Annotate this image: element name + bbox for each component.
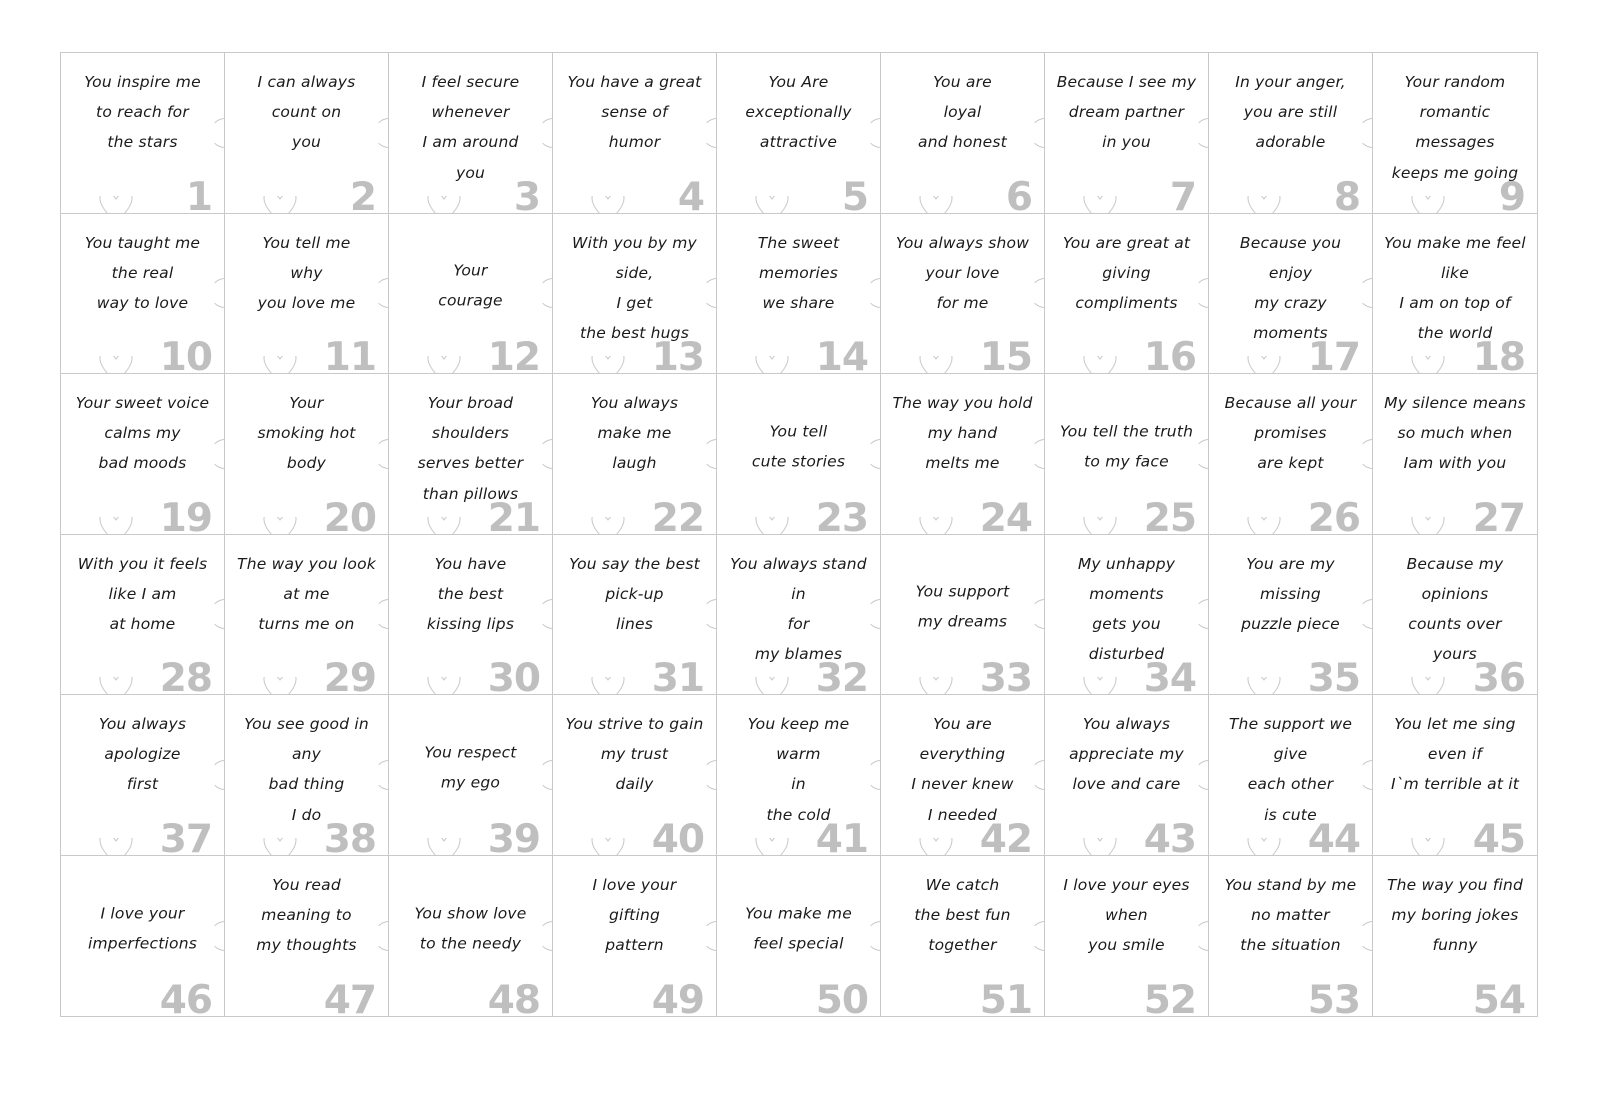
puzzle-piece[interactable]: [1373, 856, 1537, 1017]
piece-number: 54: [1472, 978, 1525, 1016]
piece-number: 29: [323, 656, 376, 695]
puzzle-piece[interactable]: [1209, 856, 1373, 1017]
piece-text: You keep me warm in the cold: [747, 715, 850, 824]
piece-text: Because I see my dream partner in you: [1056, 73, 1197, 152]
piece-text: You always stand in for my blames: [730, 554, 867, 664]
heart-knob-icon: [591, 677, 625, 695]
piece-text: Because my opinions counts over yours: [1406, 554, 1504, 664]
piece-number: 41: [815, 816, 868, 856]
piece-text: You read meaning to my thoughts: [256, 875, 357, 954]
piece-text: You Are exceptionally attractive: [745, 73, 852, 152]
puzzle-piece[interactable]: [553, 374, 717, 535]
piece-number: 32: [815, 656, 868, 695]
piece-number: 26: [1307, 495, 1360, 535]
piece-text: You stand by me no matter the situation: [1224, 875, 1357, 954]
piece-number: 24: [979, 495, 1032, 535]
piece-number: 39: [487, 816, 540, 856]
puzzle-piece[interactable]: [61, 374, 225, 535]
piece-number: 11: [323, 335, 376, 374]
puzzle-piece[interactable]: [881, 695, 1045, 856]
piece-number: 21: [487, 495, 540, 535]
piece-text: You always show your love for me: [895, 233, 1030, 312]
heart-knob-icon: [1247, 196, 1281, 214]
puzzle-piece[interactable]: [389, 535, 553, 696]
piece-number: 28: [159, 656, 212, 695]
puzzle-piece[interactable]: [553, 53, 717, 214]
puzzle-grid: [60, 52, 1538, 1017]
piece-text: You make me feel special: [745, 904, 852, 953]
piece-number: 4: [677, 174, 704, 214]
heart-knob-icon: [263, 356, 297, 374]
heart-knob-icon: [755, 196, 789, 214]
heart-knob-icon: [1083, 677, 1117, 695]
heart-knob-icon: [99, 838, 133, 856]
heart-knob-icon: [755, 677, 789, 695]
piece-number: 43: [1143, 816, 1196, 856]
piece-text: You strive to gain my trust daily: [565, 715, 704, 794]
piece-number: 12: [487, 335, 540, 374]
heart-knob-icon: [263, 838, 297, 856]
heart-knob-icon: [919, 838, 953, 856]
heart-knob-icon: [1083, 356, 1117, 374]
piece-text: You inspire me to reach for the stars: [84, 73, 201, 152]
piece-text: The way you find my boring jokes funny: [1386, 875, 1524, 954]
puzzle-piece[interactable]: [1045, 374, 1209, 535]
heart-knob-icon: [1411, 677, 1445, 695]
piece-text: Your sweet voice calms my bad moods: [75, 394, 210, 473]
puzzle-piece[interactable]: [1045, 535, 1209, 696]
piece-number: 7: [1169, 174, 1196, 214]
piece-number: 20: [323, 495, 376, 535]
heart-knob-icon: [1247, 677, 1281, 695]
piece-number: 17: [1307, 335, 1360, 374]
puzzle-piece[interactable]: [881, 535, 1045, 696]
heart-knob-icon: [1247, 517, 1281, 535]
piece-text: I can always count on you: [257, 73, 356, 152]
piece-number: 14: [815, 335, 868, 374]
puzzle-piece[interactable]: [1209, 53, 1373, 214]
heart-knob-icon: [1247, 356, 1281, 374]
puzzle-piece[interactable]: [1373, 695, 1537, 856]
piece-number: 45: [1472, 816, 1525, 856]
piece-text: You tell cute stories: [751, 422, 846, 471]
heart-knob-icon: [99, 677, 133, 695]
piece-number: 51: [979, 978, 1032, 1016]
heart-knob-icon: [1411, 838, 1445, 856]
heart-knob-icon: [591, 196, 625, 214]
piece-number: 44: [1307, 816, 1360, 856]
piece-text: You always make me laugh: [590, 394, 679, 473]
puzzle-piece[interactable]: [61, 214, 225, 375]
puzzle-piece[interactable]: [225, 374, 389, 535]
piece-number: 38: [323, 816, 376, 856]
puzzle-piece[interactable]: [1373, 214, 1537, 375]
puzzle-piece[interactable]: [225, 214, 389, 375]
puzzle-piece[interactable]: [1209, 535, 1373, 696]
puzzle-piece[interactable]: [1209, 374, 1373, 535]
piece-text: You always apologize first: [98, 715, 187, 794]
puzzle-piece[interactable]: [1045, 695, 1209, 856]
piece-text: You tell the truth to my face: [1059, 422, 1194, 471]
piece-number: 40: [651, 816, 704, 856]
piece-number: 15: [979, 335, 1032, 374]
piece-text: My unhappy moments gets you disturbed: [1077, 554, 1176, 664]
puzzle-piece[interactable]: [61, 695, 225, 856]
heart-knob-icon: [1083, 517, 1117, 535]
puzzle-piece[interactable]: [553, 856, 717, 1017]
piece-number: 53: [1307, 978, 1360, 1016]
heart-knob-icon: [755, 356, 789, 374]
puzzle-piece[interactable]: [717, 695, 881, 856]
piece-number: 47: [323, 978, 376, 1016]
puzzle-piece[interactable]: [225, 695, 389, 856]
piece-text: Your random romantic messages keeps me going: [1391, 73, 1519, 182]
heart-knob-icon: [263, 677, 297, 695]
puzzle-piece[interactable]: [389, 53, 553, 214]
heart-knob-icon: [1411, 356, 1445, 374]
piece-text: You have a great sense of humor: [567, 73, 702, 152]
piece-text: With you by my side, I get the best hugs: [572, 233, 697, 343]
heart-knob-icon: [99, 356, 133, 374]
piece-number: 46: [159, 978, 212, 1016]
piece-number: 30: [487, 656, 540, 695]
heart-knob-icon: [591, 517, 625, 535]
piece-number: 9: [1498, 174, 1525, 214]
heart-knob-icon: [919, 196, 953, 214]
heart-knob-icon: [99, 517, 133, 535]
piece-text: You say the best pick-up lines: [569, 554, 700, 633]
piece-text: The sweet memories we share: [757, 233, 840, 312]
piece-number: 13: [651, 335, 704, 374]
piece-text: You show love to the needy: [414, 904, 527, 953]
piece-number: 8: [1333, 174, 1360, 214]
piece-text: I feel secure whenever I am around you: [421, 73, 520, 182]
heart-knob-icon: [263, 517, 297, 535]
puzzle-piece[interactable]: [389, 695, 553, 856]
puzzle-piece[interactable]: [61, 535, 225, 696]
heart-knob-icon: [427, 838, 461, 856]
puzzle-piece[interactable]: [553, 695, 717, 856]
piece-number: 37: [159, 816, 212, 856]
puzzle-piece[interactable]: [1373, 374, 1537, 535]
piece-number: 6: [1005, 174, 1032, 214]
piece-text: You are everything I never knew I needed: [911, 715, 1014, 824]
piece-number: 35: [1307, 656, 1360, 695]
puzzle-piece[interactable]: [225, 535, 389, 696]
puzzle-piece[interactable]: [1209, 214, 1373, 375]
heart-knob-icon: [919, 677, 953, 695]
heart-knob-icon: [919, 356, 953, 374]
piece-text: You taught me the real way to love: [84, 233, 201, 312]
heart-knob-icon: [99, 196, 133, 214]
puzzle-piece[interactable]: [881, 53, 1045, 214]
heart-knob-icon: [1083, 196, 1117, 214]
piece-number: 5: [841, 174, 868, 214]
piece-text: With you it feels like I am at home: [77, 554, 208, 633]
puzzle-piece[interactable]: [717, 535, 881, 696]
puzzle-piece[interactable]: [717, 856, 881, 1017]
piece-text: You tell me why you love me: [257, 233, 356, 312]
piece-text: The support we give each other is cute: [1228, 715, 1353, 824]
piece-number: 48: [487, 978, 540, 1016]
piece-number: 33: [979, 656, 1032, 695]
piece-number: 42: [979, 816, 1032, 856]
puzzle-piece[interactable]: [389, 856, 553, 1017]
piece-text: We catch the best fun together: [914, 875, 1011, 954]
piece-text: In your anger, you are still adorable: [1235, 73, 1346, 152]
piece-number: 52: [1143, 978, 1196, 1016]
piece-text: Your smoking hot body: [257, 394, 356, 473]
piece-text: You are great at giving compliments: [1062, 233, 1191, 312]
piece-number: 25: [1143, 495, 1196, 535]
heart-knob-icon: [755, 838, 789, 856]
puzzle-piece[interactable]: [1045, 856, 1209, 1017]
piece-number: 34: [1143, 656, 1196, 695]
puzzle-piece[interactable]: [389, 374, 553, 535]
piece-text: You have the best kissing lips: [426, 554, 515, 633]
puzzle-piece[interactable]: [881, 856, 1045, 1017]
piece-text: My silence means so much when Iam with you: [1384, 394, 1526, 473]
puzzle-piece[interactable]: [1209, 695, 1373, 856]
piece-text: Your broad shoulders serves better than pillows: [417, 394, 524, 503]
piece-text: Because you enjoy my crazy moments: [1239, 233, 1342, 343]
piece-number: 49: [651, 978, 704, 1016]
heart-knob-icon: [1411, 517, 1445, 535]
heart-knob-icon: [1247, 838, 1281, 856]
puzzle-piece[interactable]: [389, 214, 553, 375]
piece-number: 23: [815, 495, 868, 535]
piece-text: You let me sing even if I`m terrible at it: [1390, 715, 1520, 794]
piece-number: 27: [1472, 495, 1525, 535]
piece-text: You are loyal and honest: [918, 73, 1007, 152]
puzzle-piece[interactable]: [61, 53, 225, 214]
puzzle-piece[interactable]: [881, 214, 1045, 375]
piece-text: I love your eyes when you smile: [1063, 875, 1190, 954]
piece-number: 50: [815, 978, 868, 1016]
puzzle-piece[interactable]: [881, 374, 1045, 535]
piece-text: The way you look at me turns me on: [237, 554, 376, 633]
piece-text: Because all your promises are kept: [1224, 394, 1357, 473]
piece-text: I love your imperfections: [87, 904, 198, 953]
piece-number: 31: [651, 656, 704, 695]
heart-knob-icon: [919, 517, 953, 535]
piece-number: 18: [1472, 335, 1525, 374]
piece-text: You respect my ego: [424, 743, 517, 792]
piece-number: 3: [513, 174, 540, 214]
puzzle-piece[interactable]: [553, 535, 717, 696]
piece-text: You always appreciate my love and care: [1069, 715, 1184, 794]
piece-text: You support my dreams: [915, 582, 1010, 631]
piece-number: 16: [1143, 335, 1196, 374]
piece-number: 19: [159, 495, 212, 535]
heart-knob-icon: [1083, 838, 1117, 856]
heart-knob-icon: [755, 517, 789, 535]
piece-number: 1: [185, 174, 212, 214]
puzzle-piece[interactable]: [1373, 535, 1537, 696]
heart-knob-icon: [591, 838, 625, 856]
piece-number: 2: [349, 174, 376, 214]
heart-knob-icon: [591, 356, 625, 374]
puzzle-piece[interactable]: [225, 856, 389, 1017]
puzzle-piece[interactable]: [717, 53, 881, 214]
puzzle-piece[interactable]: [61, 856, 225, 1017]
piece-number: 10: [159, 335, 212, 374]
piece-number: 36: [1472, 656, 1525, 695]
heart-knob-icon: [427, 517, 461, 535]
piece-number: 22: [651, 495, 704, 535]
puzzle-piece[interactable]: [553, 214, 717, 375]
puzzle-piece[interactable]: [1045, 53, 1209, 214]
puzzle-piece[interactable]: [1045, 214, 1209, 375]
puzzle-piece[interactable]: [225, 53, 389, 214]
heart-knob-icon: [427, 677, 461, 695]
puzzle-piece[interactable]: [1373, 53, 1537, 214]
piece-text: I love your gifting pattern: [592, 875, 677, 954]
piece-text: You see good in any bad thing I do: [244, 715, 369, 824]
piece-text: You make me feel like I am on top of the world: [1384, 233, 1526, 343]
piece-text: You are my missing puzzle piece: [1241, 554, 1340, 633]
heart-knob-icon: [427, 356, 461, 374]
heart-knob-icon: [1411, 196, 1445, 214]
piece-text: Your courage: [438, 261, 503, 310]
puzzle-piece[interactable]: [717, 214, 881, 375]
heart-knob-icon: [427, 196, 461, 214]
puzzle-piece[interactable]: [717, 374, 881, 535]
piece-text: The way you hold my hand melts me: [892, 394, 1033, 473]
heart-knob-icon: [263, 196, 297, 214]
